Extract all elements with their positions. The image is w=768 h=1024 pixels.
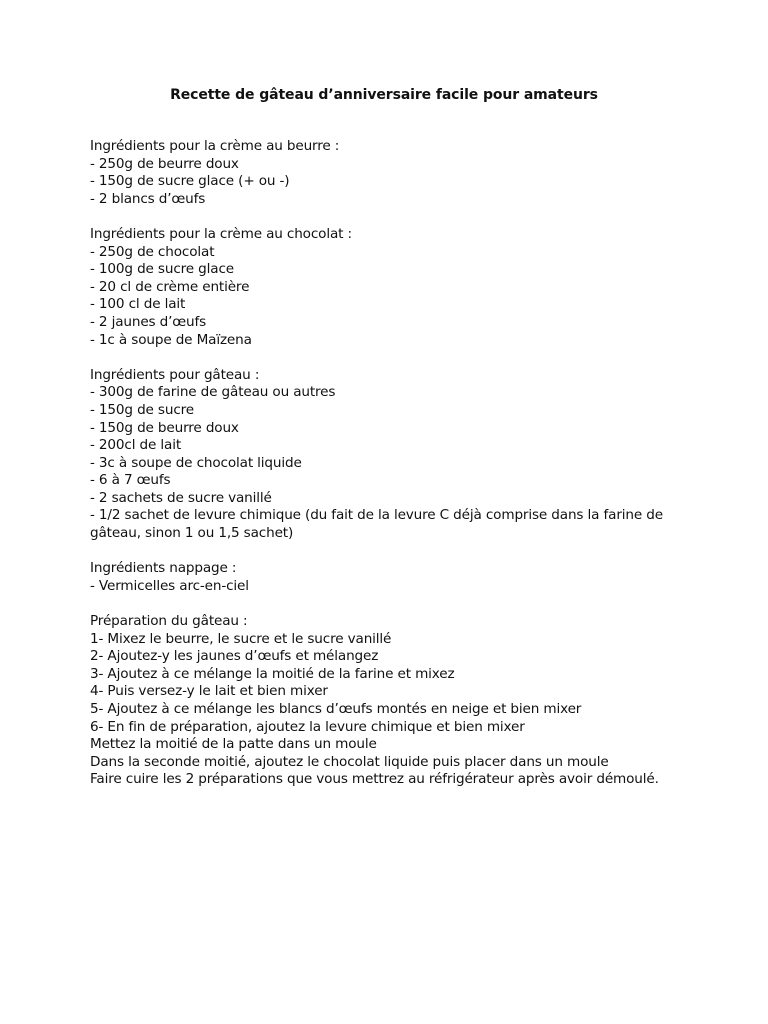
section-creme-chocolat [90,226,690,349]
section-heading: Ingrédients nappage : [90,560,237,577]
section-creme-beurre [90,138,690,208]
ingredient-line: - 250g de beurre doux [90,155,239,172]
preparation-step: 5- Ajoutez à ce mélange les blancs d’œufs montés en neige et bien mixer [90,701,582,717]
preparation-step: Mettez la moitié de la patte dans un moule [90,736,377,753]
ingredient-line: - 20 cl de crème entière [90,278,250,295]
ingredient-line: - 1c à soupe de Maïzena [90,331,252,348]
ingredient-line: - 2 blancs d’œufs [90,190,206,207]
ingredient-line: - 100g de sucre glace [90,261,235,278]
section-nappage [90,560,690,595]
ingredient-line: - 3c à soupe de chocolat liquide [90,454,302,471]
section-heading: Ingrédients pour la crème au beurre : [90,138,340,154]
document-title: Recette de gâteau d’anniversaire facile pour amateurs [170,87,598,103]
section-preparation [90,613,690,789]
ingredient-line: - 300g de farine de gâteau ou autres [90,384,336,401]
ingredient-line: - 150g de sucre [90,401,195,418]
ingredient-line: - Vermicelles arc-en-ciel [90,577,249,594]
section-heading: Ingrédients pour la crème au chocolat : [90,225,352,242]
preparation-step: Faire cuire les 2 préparations que vous mettrez au réfrigérateur après avoir démoulé. [90,771,659,788]
preparation-step: 4- Puis versez-y le lait et bien mixer [90,683,328,700]
document-body [90,138,690,807]
preparation-step: 6- En fin de préparation, ajoutez la levure chimique et bien mixer [90,718,525,735]
ingredient-line: - 6 à 7 œufs [90,472,171,489]
ingredient-line: - 200cl de lait [90,437,182,454]
ingredient-line: - 150g de beurre doux [90,419,239,436]
ingredient-line: - 250g de chocolat [90,243,215,260]
ingredient-line: - 2 jaunes d’œufs [90,313,207,330]
ingredient-line: - 150g de sucre glace (+ ou -) [90,173,290,190]
section-heading: Ingrédients pour gâteau : [90,366,260,383]
section-heading: Préparation du gâteau : [90,613,248,630]
preparation-step: 1- Mixez le beurre, le sucre et le sucre vanillé [90,630,392,647]
ingredient-line: - 100 cl de lait [90,296,186,313]
ingredient-line: - 1/2 sachet de levure chimique (du fait de la levure C déjà comprise dans la farine de gâteau, sinon 1 ou 1,5 sachet) [90,507,663,542]
preparation-step: 2- Ajoutez-y les jaunes d’œufs et mélangez [90,648,379,665]
preparation-step: 3- Ajoutez à ce mélange la moitié de la farine et mixez [90,665,455,682]
preparation-step: Dans la seconde moitié, ajoutez le chocolat liquide puis placer dans un moule [90,753,609,770]
ingredient-line: - 2 sachets de sucre vanillé [90,489,272,506]
section-gateau [90,367,690,543]
